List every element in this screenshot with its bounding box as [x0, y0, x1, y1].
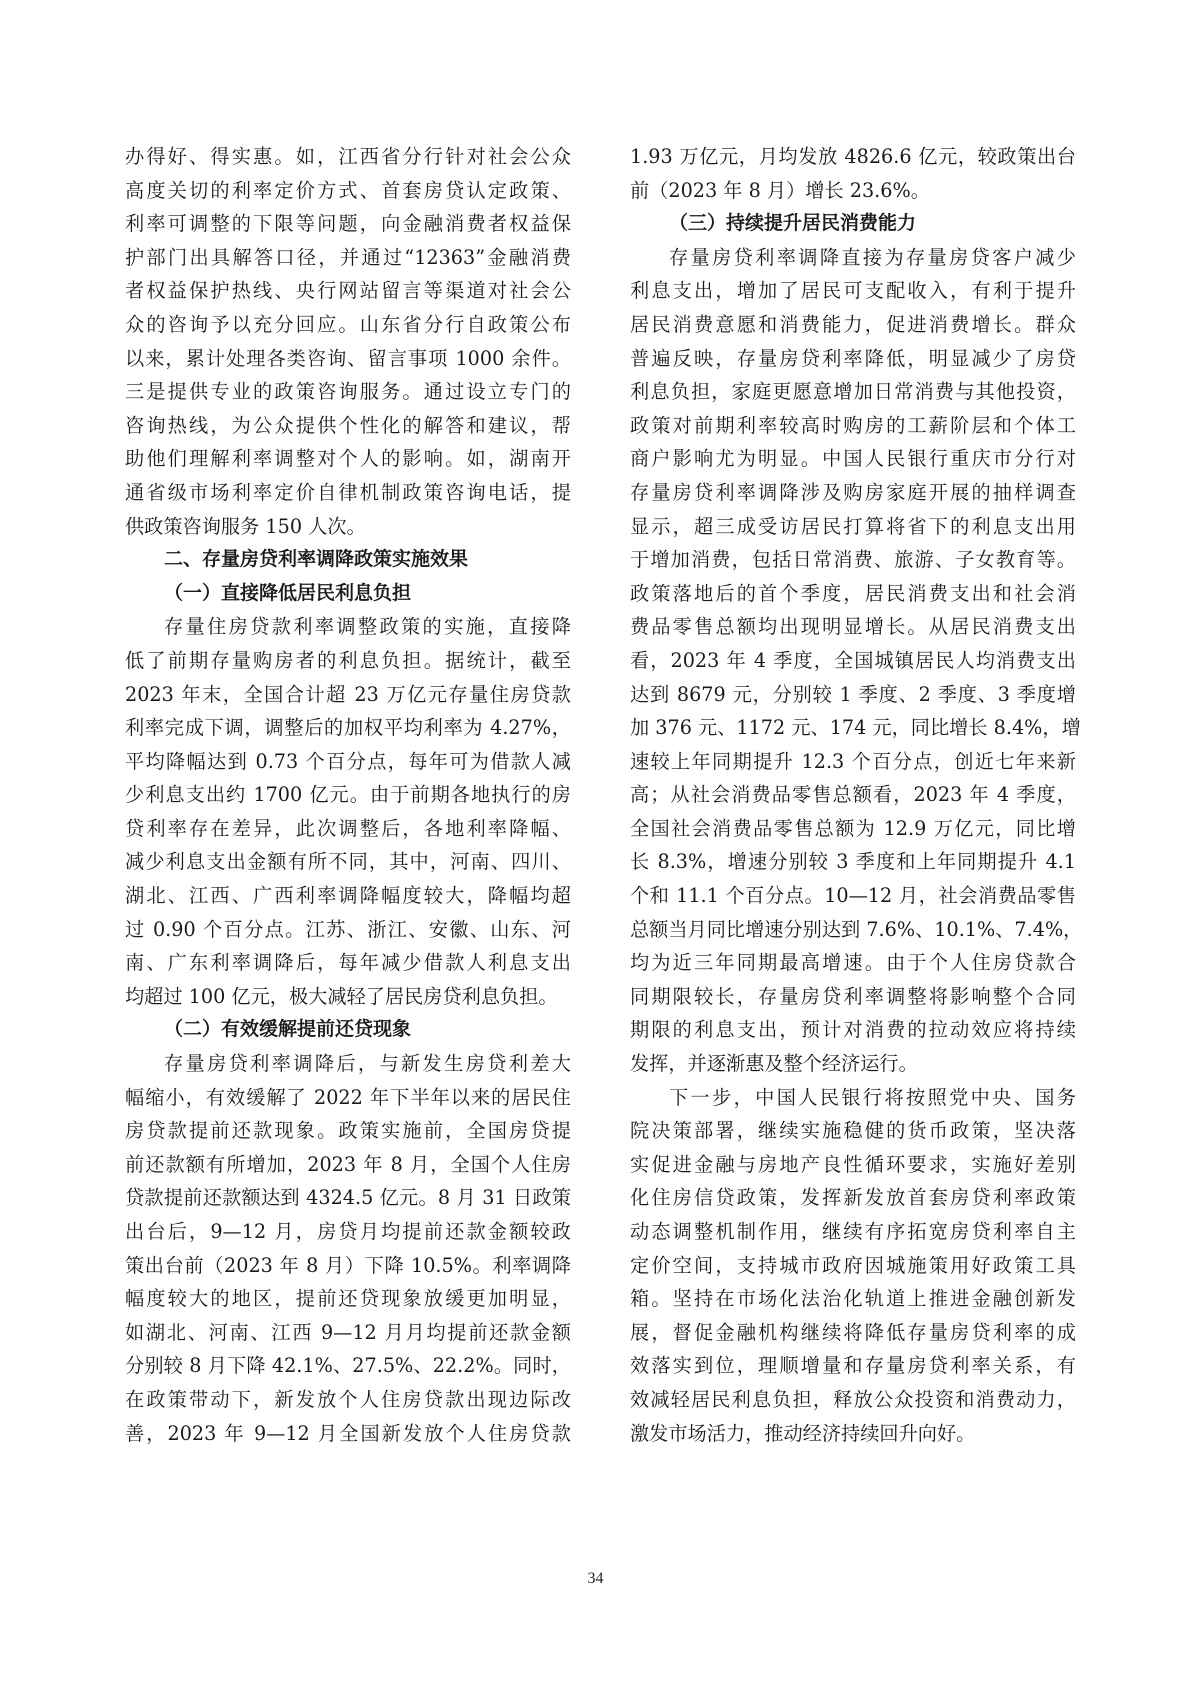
- paragraph-line: 动态调整机制作用，继续有序拓宽房贷利率自主: [630, 1220, 1076, 1243]
- paragraph-line: 者权益保护热线、央行网站留言等渠道对社会公: [125, 279, 571, 303]
- left-text-column: [125, 140, 571, 1450]
- paragraph-line: 效落实到位，理顺增量和存量房贷利率关系，有: [630, 1354, 1076, 1378]
- paragraph-line: 前还款额有所增加，2023 年 8 月，全国个人住房: [125, 1152, 571, 1176]
- paragraph-line: 定价空间，支持城市政府因城施策用好政策工具: [630, 1253, 1076, 1277]
- paragraph-last-line: 供政策咨询服务 150 人次。: [125, 514, 366, 538]
- paragraph-line: 低了前期存量购房者的利息负担。据统计，截至: [125, 648, 571, 672]
- paragraph-line: 三是提供专业的政策咨询服务。通过设立专门的: [125, 380, 571, 404]
- paragraph-line: 湖北、江西、广西利率调降幅度较大，降幅均超: [125, 884, 571, 908]
- paragraph-line: 以来，累计处理各类咨询、留言事项 1000 余件。: [125, 346, 571, 370]
- paragraph-line: 贷款提前还款额达到 4324.5 亿元。8 月 31 日政策: [125, 1186, 571, 1210]
- paragraph-line: 个和 11.1 个百分点。10—12 月，社会消费品零售: [630, 884, 1076, 908]
- paragraph-line: 咨询热线，为公众提供个性化的解答和建议，帮: [125, 413, 571, 437]
- paragraph-first-line: 存量房贷利率调降直接为存量房贷客户减少: [669, 245, 1076, 269]
- paragraph-line: 箱。坚持在市场化法治化轨道上推进金融创新发: [630, 1287, 1076, 1311]
- paragraph-line: 利息负担，家庭更愿意增加日常消费与其他投资，: [630, 380, 1076, 404]
- paragraph-line: 策出台前（2023 年 8 月）下降 10.5%。利率调降: [125, 1253, 571, 1277]
- paragraph-line: 幅缩小，有效缓解了 2022 年下半年以来的居民住: [125, 1085, 571, 1109]
- paragraph-line: 政策对前期利率较高时购房的工薪阶层和个体工: [630, 413, 1076, 437]
- paragraph-line: 长 8.3%，增速分别较 3 季度和上年同期提升 4.1: [630, 850, 1076, 874]
- paragraph-line: 院决策部署，继续实施稳健的货币政策，坚决落: [630, 1119, 1076, 1143]
- section-heading: 二、存量房贷利率调降政策实施效果: [164, 548, 469, 571]
- paragraph-line: 利息支出，增加了居民可支配收入，有利于提升: [630, 279, 1076, 303]
- paragraph-last-line: 前（2023 年 8 月）增长 23.6%。: [630, 178, 930, 202]
- paragraph-line: 减少利息支出金额有所不同，其中，河南、四川、: [125, 850, 571, 874]
- paragraph-line: 少利息支出约 1700 亿元。由于前期各地执行的房: [125, 783, 571, 807]
- paragraph-line: 出台后，9—12 月，房贷月均提前还款金额较政: [125, 1220, 571, 1243]
- paragraph-first-line: 存量住房贷款利率调整政策的实施，直接降: [164, 615, 571, 639]
- paragraph-line: 实促进金融与房地产良性循环要求，实施好差别: [630, 1152, 1076, 1176]
- paragraph-line: 通省级市场利率定价自律机制政策咨询电话，提: [125, 480, 571, 504]
- paragraph-line: 贷利率存在差异，此次调整后，各地利率降幅、: [125, 816, 571, 840]
- paragraph-line: 于增加消费，包括日常消费、旅游、子女教育等。: [630, 548, 1076, 572]
- right-text-column: [630, 140, 1083, 1450]
- paragraph-line: 化住房信贷政策，发挥新发放首套房贷利率政策: [630, 1186, 1076, 1210]
- paragraph-line: 普遍反映，存量房贷利率降低，明显减少了房贷: [630, 346, 1076, 370]
- paragraph-line: 如湖北、河南、江西 9—12 月月均提前还款金额: [125, 1320, 571, 1344]
- paragraph-line: 善，2023 年 9—12 月全国新发放个人住房贷款: [125, 1421, 571, 1445]
- paragraph-last-line: 激发市场活力，推动经济持续回升向好。: [630, 1421, 976, 1445]
- paragraph-line: 利率可调整的下限等问题，向金融消费者权益保: [125, 212, 571, 236]
- paragraph-line: 过 0.90 个百分点。江苏、浙江、安徽、山东、河: [125, 917, 571, 941]
- paragraph-line: 分别较 8 月下降 42.1%、27.5%、22.2%。同时，: [125, 1354, 571, 1378]
- paragraph-line: 加 376 元、1172 元、174 元，同比增长 8.4%，增: [630, 716, 1081, 740]
- paragraph-line: 在政策带动下，新发放个人住房贷款出现边际改: [125, 1387, 571, 1411]
- paragraph-line: 幅度较大的地区，提前还贷现象放缓更加明显，: [125, 1287, 571, 1311]
- paragraph-line: 商户影响尤为明显。中国人民银行重庆市分行对: [630, 447, 1076, 471]
- paragraph-first-line: 下一步，中国人民银行将按照党中央、国务: [669, 1085, 1076, 1109]
- paragraph-line: 办得好、得实惠。如，江西省分行针对社会公众: [125, 145, 571, 168]
- paragraph-line: 费品零售总额均出现明显增长。从居民消费支出: [630, 615, 1076, 639]
- paragraph-line: 1.93 万亿元，月均发放 4826.6 亿元，较政策出台: [630, 145, 1076, 168]
- subsection-heading: （一）直接降低居民利息负担: [164, 581, 412, 604]
- paragraph-line: 护部门出具解答口径，并通过“12363”金融消费: [125, 245, 571, 269]
- paragraph-line: 展，督促金融机构继续将降低存量房贷利率的成: [630, 1320, 1076, 1344]
- paragraph-line: 房贷款提前还款现象。政策实施前，全国房贷提: [125, 1119, 571, 1143]
- paragraph-line: 达到 8679 元，分别较 1 季度、2 季度、3 季度增: [630, 682, 1076, 706]
- paragraph-line: 高；从社会消费品零售总额看，2023 年 4 季度，: [630, 783, 1076, 807]
- subsection-heading: （二）有效缓解提前还贷现象: [164, 1018, 412, 1041]
- paragraph-line: 政策落地后的首个季度，居民消费支出和社会消: [630, 581, 1076, 605]
- paragraph-line: 总额当月同比增速分别达到 7.6%、10.1%、7.4%，: [630, 917, 1083, 941]
- paragraph-line: 助他们理解利率调整对个人的影响。如，湖南开: [125, 447, 571, 471]
- paragraph-first-line: 存量房贷利率调降后，与新发生房贷利差大: [164, 1052, 571, 1076]
- page-number: 34: [587, 1570, 604, 1587]
- paragraph-line: 全国社会消费品零售总额为 12.9 万亿元，同比增: [630, 816, 1076, 840]
- paragraph-line: 2023 年末，全国合计超 23 万亿元存量住房贷款: [125, 682, 571, 706]
- paragraph-line: 存量房贷利率调降涉及购房家庭开展的抽样调查: [630, 480, 1076, 504]
- paragraph-line: 众的咨询予以充分回应。山东省分行自政策公布: [125, 312, 571, 336]
- paragraph-line: 高度关切的利率定价方式、首套房贷认定政策、: [125, 178, 571, 202]
- subsection-heading: （三）持续提升居民消费能力: [669, 212, 917, 235]
- paragraph-line: 显示，超三成受访居民打算将省下的利息支出用: [630, 514, 1076, 538]
- paragraph-line: 效减轻居民利息负担，释放公众投资和消费动力，: [630, 1387, 1076, 1411]
- paragraph-line: 看，2023 年 4 季度，全国城镇居民人均消费支出: [630, 648, 1076, 672]
- paragraph-last-line: 发挥，并逐渐惠及整个经济运行。: [630, 1052, 918, 1076]
- paragraph-line: 速较上年同期提升 12.3 个百分点，创近七年来新: [630, 749, 1076, 773]
- paragraph-last-line: 均超过 100 亿元，极大减轻了居民房贷利息负担。: [125, 984, 558, 1008]
- paragraph-line: 期限的利息支出，预计对消费的拉动效应将持续: [630, 1018, 1076, 1042]
- paragraph-line: 利率完成下调，调整后的加权平均利率为 4.27%，: [125, 716, 571, 740]
- paragraph-line: 均为近三年同期最高增速。由于个人住房贷款合: [630, 951, 1076, 975]
- paragraph-line: 同期限较长，存量房贷利率调整将影响整个合同: [630, 984, 1076, 1008]
- paragraph-line: 南、广东利率调降后，每年减少借款人利息支出: [125, 951, 571, 975]
- paragraph-line: 平均降幅达到 0.73 个百分点，每年可为借款人减: [125, 749, 571, 773]
- paragraph-line: 居民消费意愿和消费能力，促进消费增长。群众: [630, 312, 1076, 336]
